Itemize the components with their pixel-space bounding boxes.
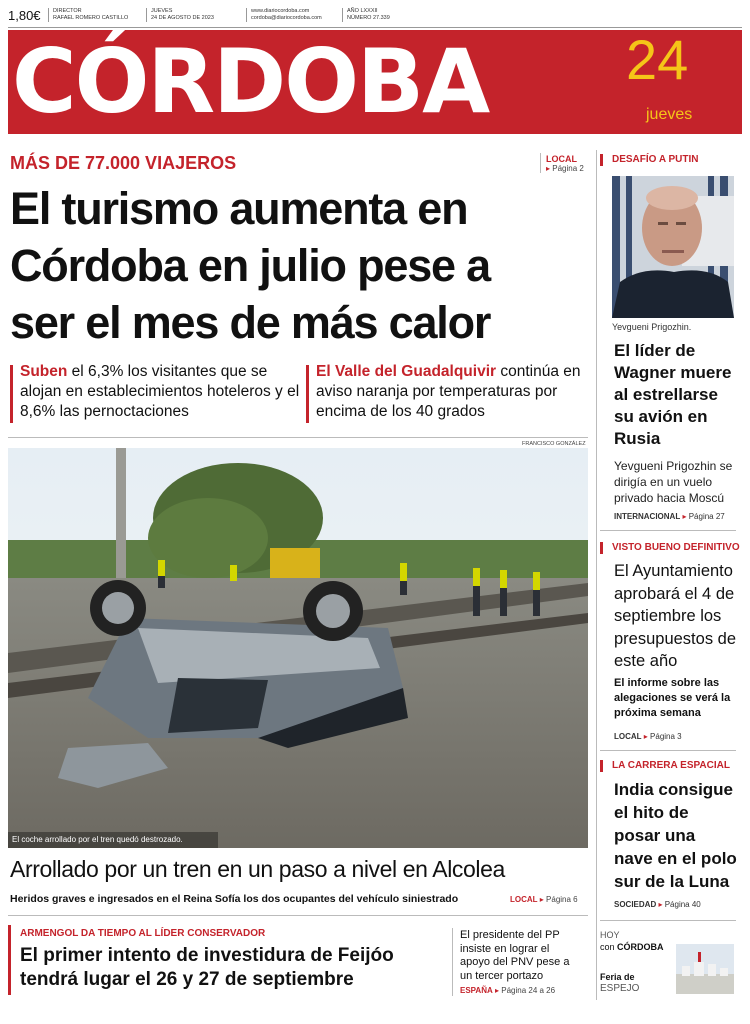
divider [452,928,453,996]
s3-kicker: LA CARRERA ESPACIAL [612,760,730,771]
photo-subline: Heridos graves e ingresados en el Reina Sofía los dos ocupantes del vehículo siniestrado [10,893,459,905]
arrow-icon: ▸ [539,895,544,904]
photo-page-ref [510,895,578,904]
main-page-ref [546,164,584,173]
date-info [146,8,214,22]
promo-brand: CÓRDOBA [617,942,664,952]
arrow-icon: ▸ [494,986,499,995]
divider [600,920,736,921]
sidebar-marker [600,542,603,554]
masthead-weekday: jueves [646,106,693,123]
s2-sub: El informe sobre las alegaciones se verá la próxima semana [614,677,731,719]
s1-photo-caption: Yevgueni Prigozhin. [612,322,692,332]
sub-left-text: el 6,3% los visitantes que se alojan en establecimientos hoteleros y el 8,6% las pernoctaciones [20,363,300,420]
headline-line: El turismo aumenta en [10,183,468,234]
sidebar-marker [600,760,603,772]
email-address: cordoba@diariocordoba.com [251,15,322,21]
photo-headline[interactable]: Arrollado por un tren en un paso a nivel en Alcolea [10,856,505,882]
issue-info [342,8,390,22]
main-sub-left [20,362,300,422]
sub-right-bold: El Valle del Guadalquivir [316,363,497,380]
photo-section: LOCAL [510,895,538,904]
s3-page-ref [614,900,701,909]
main-kicker: MÁS DE 77.000 VIAJEROS [10,153,237,173]
divider [600,530,736,531]
main-sub-right [316,362,596,422]
bottom-page: Página 24 a 26 [501,986,556,995]
sub-right-marker [306,365,309,423]
s1-section: INTERNACIONAL [614,512,681,521]
s1-page-ref [614,512,725,521]
photo-credit: FRANCISCO GONZÁLEZ [522,441,586,447]
director-info [48,8,128,22]
arrow-icon: ▸ [658,900,663,909]
contact-info [246,8,322,22]
s3-page: Página 40 [664,900,701,909]
headline-line: Córdoba en julio pese a [10,240,490,291]
s3-headline[interactable]: India consigue el hito de posar una nave en el polo sur de la Luna [614,780,737,891]
main-page: Página 2 [552,164,584,173]
s2-headline[interactable]: El Ayuntamiento aprobará el 4 de septiembre los presupuestos de este año [614,562,737,670]
date-text: 24 DE AGOSTO DE 2023 [151,15,214,21]
sidebar-divider [596,150,597,1000]
main-headline[interactable] [10,180,598,351]
arrow-icon: ▸ [682,512,687,521]
headline-line: El primer intento de investidura de Feijóo [20,945,394,966]
bottom-kicker: ARMENGOL DA TIEMPO AL LÍDER CONSERVADOR [20,928,266,939]
divider [540,153,541,173]
newspaper-title: CÓRDOBA [12,30,489,133]
promo-espejo: ESPEJO [600,983,640,994]
arrow-icon: ▸ [643,732,648,741]
weekday-upper: JUEVES [151,8,173,14]
sub-left-bold: Suben [20,363,68,380]
sub-left-marker [10,365,13,423]
s2-page-ref [614,732,682,741]
s2-kicker: VISTO BUENO DEFINITIVO [612,542,740,553]
web-address: www.diariocordoba.com [251,8,310,14]
year-text: AÑO LXXXII [347,8,378,14]
headline-line: ser el mes de más calor [10,297,491,348]
s1-page: Página 27 [688,512,725,521]
promo-thumbnail[interactable] [676,944,734,994]
director-label: DIRECTOR [53,8,82,14]
masthead-day: 24 [626,28,689,91]
divider [8,915,588,916]
divider [8,437,588,438]
sidebar-marker [600,154,603,166]
photo-page: Página 6 [546,895,578,904]
promo-feria: Feria de [600,972,635,982]
promo-con [600,942,664,952]
s1-headline[interactable]: El líder de Wagner muere al estrellarse su avión en Rusia [614,341,732,448]
photo-caption: El coche arrollado por el tren quedó destrozado. [12,835,183,844]
bottom-page-ref [460,986,555,995]
promo-con-text: con [600,942,618,952]
main-section: LOCAL [546,154,577,164]
s2-page: Página 3 [650,732,682,741]
prigozhin-photo[interactable] [612,176,734,318]
s1-sub: Yevgueni Prigozhin se dirigía en un vuelo privado hacia Moscú [614,459,733,505]
director-name: RAFAEL ROMERO CASTILLO [53,15,129,21]
arrow-icon: ▸ [546,164,551,173]
sub-right-text: continúa en aviso naranja por temperaturas por encima de los 40 grados [316,363,581,420]
headline-line: tendrá lugar el 26 y 27 de septiembre [20,969,354,990]
s1-kicker: DESAFÍO A PUTIN [612,154,699,165]
bottom-headline[interactable] [20,944,450,992]
issue-number: NÚMERO 27.339 [347,15,390,21]
s2-section: LOCAL [614,732,642,741]
bottom-marker [8,925,11,995]
price: 1,80€ [8,8,41,23]
bottom-section: ESPAÑA [460,986,493,995]
accident-photo[interactable] [8,448,588,848]
promo-hoy: HOY [600,930,620,940]
s3-section: SOCIEDAD [614,900,657,909]
bottom-side-text: El presidente del PP insiste en lograr el apoyo del PNV pese a un tercer portazo [460,929,570,982]
divider [600,750,736,751]
